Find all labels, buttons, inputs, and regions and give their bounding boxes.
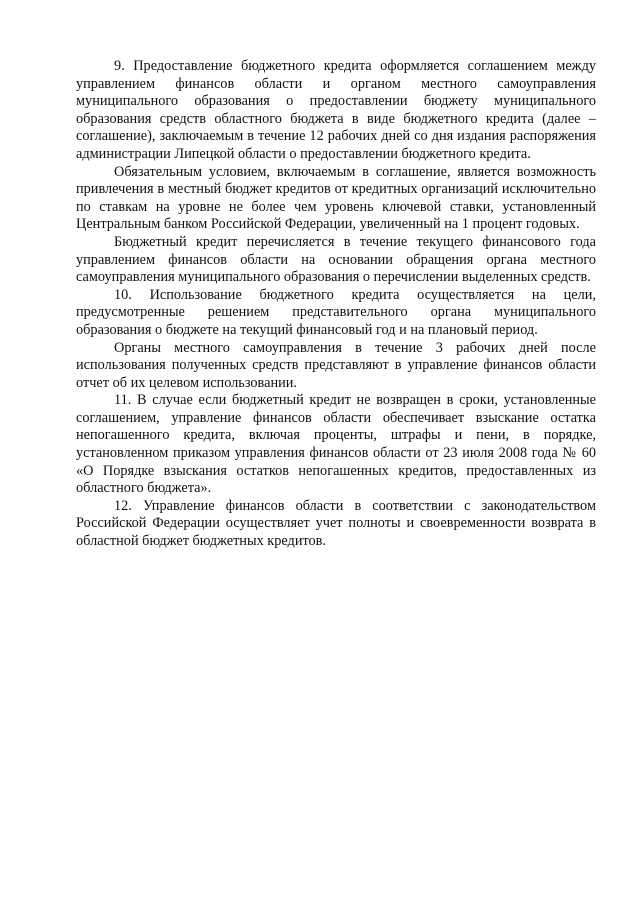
- paragraph-12: 12. Управление финансов области в соответствии с законодательством Российской Федерации осуществляет учет полноты и своевременности возврата в областной бюджет бюджетных кредитов.: [76, 497, 596, 550]
- paragraph-11: 11. В случае если бюджетный кредит не возвращен в сроки, установленные соглашением, управление финансов области обеспечивает взыскание остатка непогашенного кредита, включая проценты, штрафы и пени, в порядке, установленном приказом управления финансов области от 23 июля 2008 года № 60 «О Порядке взыскания остатков непогашенных кредитов, предоставленных из областного бюджета».: [76, 392, 596, 497]
- paragraph-mandatory-condition: Обязательным условием, включаемым в соглашение, является возможность привлечения в местный бюджет кредитов от кредитных организаций исключительно по ставкам на уровне не более чем уровень ключевой ставки, установленный Центральным банком Российской Федерации, увеличенный на 1 процент годовых.: [76, 163, 596, 233]
- paragraph-10: 10. Использование бюджетного кредита осуществляется на цели, предусмотренные решением представительного органа муниципального образования о бюджете на текущий финансовый год и на плановый период.: [76, 286, 596, 338]
- paragraph-credit-transfer: Бюджетный кредит перечисляется в течение текущего финансового года управлением финансов области на основании обращения органа местного самоуправления муниципального образования о перечислении выделенных средств.: [76, 233, 596, 286]
- paragraph-9: 9. Предоставление бюджетного кредита оформляется соглашением между управлением финансов области и органом местного самоуправления муниципального образования о предоставлении бюджету муниципального образования средств областного бюджета в виде бюджетного кредита (далее – соглашение), заключаемым в течение 12 рабочих дней со дня издания распоряжения администрации Липецкой области о предоставлении бюджетного кредита.: [76, 58, 596, 162]
- paragraph-usage-report: Органы местного самоуправления в течение 3 рабочих дней после использования полученных средств представляют в управление финансов области отчет об их целевом использовании.: [76, 339, 596, 391]
- document-page: [76, 58, 596, 551]
